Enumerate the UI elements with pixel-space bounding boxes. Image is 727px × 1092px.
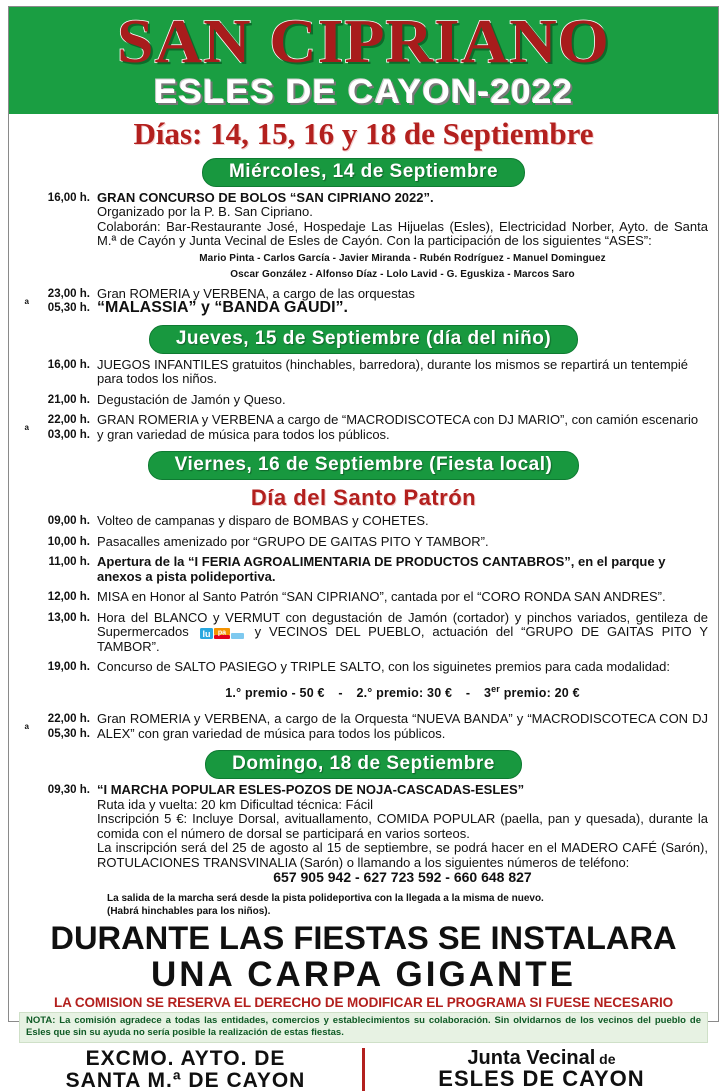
prize-third-num: 3 <box>483 685 492 700</box>
event-time <box>29 358 97 373</box>
day-header-thursday <box>19 325 708 354</box>
event-time-start: 21,00 h. <box>47 393 90 406</box>
event-row <box>19 660 708 706</box>
event-description: MISA en Honor al Santo Patrón “SAN CIPRIANO”, cantada por el “CORO RONDA SAN ANDRES”. <box>97 589 666 605</box>
carpa-headline-2: UNA CARPA GIGANTE <box>151 954 576 994</box>
event-row <box>19 393 708 408</box>
event-time <box>29 191 97 206</box>
day-badge: Viernes, 16 de Septiembre (Fiesta local) <box>148 451 580 480</box>
carpa-headline-1: DURANTE LAS FIESTAS SE INSTALARA <box>50 919 677 956</box>
event-description: Apertura de la “I FERIA AGROALIMENTARIA DE PRODUCTOS CANTABROS”, en el parque y anexos a pista polideportiva. <box>97 554 666 584</box>
day-badge: Miércoles, 14 de Septiembre <box>202 158 525 187</box>
event-description: GRAN ROMERIA y VERBENA a cargo de “MACRODISCOTECA con DJ MARIO”, con camión escenario y gran variedad de música para todos los públicos. <box>97 412 699 442</box>
event-row <box>19 358 708 387</box>
footer-left-line-2: SANTA M.ª DE CAYON <box>65 1068 306 1092</box>
event-time-end: 05,30 h. <box>47 727 90 740</box>
event-description: Pasacalles amenizado por “GRUPO DE GAITAS PITO Y TAMBOR”. <box>97 533 489 549</box>
event-time-end: 03,00 h. <box>47 428 90 441</box>
event-time-end: 05,30 h. <box>47 302 90 315</box>
patron-day-subtitle: Día del Santo Patrón <box>250 485 477 511</box>
header-subtitle: ESLES DE CAYON-2022 <box>153 72 574 111</box>
event-line: Concurso de SALTO PASIEGO y TRIPLE SALTO, con los siguinetes premios para cada modalidad: <box>97 659 671 675</box>
time-range-marker: a <box>24 722 29 732</box>
footer-ayuntamiento <box>19 1048 360 1092</box>
program-body <box>9 155 718 1092</box>
prize-third-rest: premio: 20 € <box>500 685 580 700</box>
event-line: y VECINOS DEL PUEBLO, actuación del “GRUPO DE GAITAS PITO Y TAMBOR”. <box>97 624 708 654</box>
page-title: SAN CIPRIANO <box>117 8 610 76</box>
participants-line: Oscar González - Alfonso Díaz - Lolo Lavid - G. Eguskiza - Marcos Saro <box>230 268 575 280</box>
time-range-marker <box>19 555 29 566</box>
time-range-marker <box>19 535 29 546</box>
event-time <box>29 393 97 408</box>
event-time-start: 13,00 h. <box>47 611 90 624</box>
day-header-friday <box>19 451 708 480</box>
event-row <box>19 590 708 605</box>
event-time <box>29 611 97 626</box>
footer-right-line-1 <box>375 1048 708 1069</box>
event-description <box>97 660 708 706</box>
prizes-line <box>97 682 708 701</box>
event-time-start: 22,00 h. <box>47 414 90 427</box>
event-time-start: 10,00 h. <box>47 535 90 548</box>
event-description: Volteo de campanas y disparo de BOMBAS y COHETES. <box>97 513 429 529</box>
prize-separator: - <box>338 685 343 700</box>
prize-third-ordinal: er <box>491 683 501 694</box>
event-time-start: 16,00 h. <box>47 191 90 204</box>
march-note-line: La salida de la marcha será desde la pista polideportiva con la llegada a la misma de nuevo. <box>107 892 544 904</box>
event-time-start: 16,00 h. <box>47 358 90 371</box>
dates-line: Días: 14, 15, 16 y 18 de Septiembre <box>133 115 594 151</box>
event-row <box>19 191 708 281</box>
event-row <box>19 287 708 316</box>
event-description: JUEGOS INFANTILES gratuitos (hinchables, barredora), durante los mismos se repartirá un tentempié para todos los niños. <box>97 356 689 387</box>
day-badge: Domingo, 18 de Septiembre <box>205 750 522 779</box>
prize-third <box>483 683 580 700</box>
event-time-start: 09,30 h. <box>47 784 90 797</box>
event-line: GRAN CONCURSO DE BOLOS “SAN CIPRIANO 2022”. <box>97 189 434 205</box>
event-time <box>29 514 97 529</box>
footer-junta-vecinal <box>367 1048 708 1092</box>
event-highlight: “MALASSIA” y “BANDA GAUDI”. <box>97 299 348 317</box>
lupa-supermarket-logo-icon <box>200 627 244 640</box>
time-range-marker <box>19 393 29 404</box>
prize-first: 1.° premio - 50 € <box>225 685 325 700</box>
event-row <box>19 712 708 741</box>
footer-right-line-1-de: de <box>595 1050 616 1067</box>
prize-separator: - <box>465 685 471 700</box>
footer-right-line-2: ESLES DE CAYON <box>438 1066 645 1092</box>
svg-text:pa: pa <box>217 629 226 637</box>
event-time-start: 12,00 h. <box>47 591 90 604</box>
footer-right-line-1-main: Junta Vecinal <box>467 1046 596 1069</box>
day-header-sunday <box>19 750 708 779</box>
event-row <box>19 611 708 655</box>
event-time <box>29 712 97 741</box>
event-line: Ruta ida y vuelta: 20 km Dificultad técnica: Fácil <box>97 796 374 812</box>
event-time <box>29 660 97 675</box>
event-time <box>29 590 97 605</box>
time-range-marker <box>19 514 29 525</box>
event-row <box>19 535 708 550</box>
time-range-marker <box>19 191 29 202</box>
event-time <box>29 287 97 316</box>
event-line: Organizado por la P. B. San Cipriano. <box>97 204 313 220</box>
march-note <box>107 892 708 918</box>
event-row <box>19 413 708 442</box>
event-description: Gran ROMERIA y VERBENA, a cargo de la Orquesta “NUEVA BANDA” y “MACRODISCOTECA CON DJ ALEX” con gran variedad de música para todos los públicos. <box>97 711 708 741</box>
event-line: “I MARCHA POPULAR ESLES-POZOS DE NOJA-CASCADAS-ESLES” <box>97 782 525 798</box>
poster-frame <box>8 6 719 1092</box>
event-line: Colaborán: Bar-Restaurante José, Hospedaje Las Hijuelas (Esles), Electricidad Norber, Ayto. de Santa M.ª de Cayón y Junta Vecinal de Esles de Cayón. Con la participación de los siguientes “ASES”: <box>97 218 708 249</box>
event-row <box>19 514 708 529</box>
footer <box>19 1046 708 1092</box>
event-time <box>29 535 97 550</box>
svg-text:lu: lu <box>202 629 211 640</box>
event-description <box>97 287 708 316</box>
time-range-marker <box>19 783 29 794</box>
poster-header <box>9 7 718 114</box>
nota-text: NOTA: La comisión agradece a todas las entidades, comercios y establecimientos su colaboración. Sin olvidarnos de los vecinos del pueblo de Esles que sin su ayuda no sería posible la realización de estas fiestas. <box>19 1012 708 1043</box>
time-range-marker <box>19 611 29 622</box>
footer-divider <box>362 1048 365 1092</box>
event-line: Hora del BLANCO y VERMUT con degustación de Jamón (cortador) y pinchos variados, gentileza de Supermercados <box>97 609 708 640</box>
event-row <box>19 555 708 584</box>
time-range-marker: a <box>24 423 29 433</box>
march-note-line: (Habrá hinchables para los niños). <box>107 905 271 917</box>
prize-second: 2.° premio: 30 € <box>356 685 453 700</box>
event-time <box>29 413 97 442</box>
event-line: Inscripción 5 €: Incluye Dorsal, avituallamento, COMIDA POPULAR (paella, pan y quesada), durante la comida con el número de dorsal se participará en varios sorteos. <box>97 811 708 841</box>
event-time-start: 09,00 h. <box>47 515 90 528</box>
event-time <box>29 783 97 798</box>
event-description: Degustación de Jamón y Queso. <box>97 391 286 407</box>
time-range-marker <box>19 590 29 601</box>
phone-numbers: 657 905 942 - 627 723 592 - 660 648 827 <box>273 869 532 886</box>
event-time-start: 11,00 h. <box>48 556 90 569</box>
event-line: Gran ROMERIA y VERBENA, a cargo de las orquestas <box>97 285 415 301</box>
event-time-start: 22,00 h. <box>47 713 90 726</box>
time-range-marker <box>19 660 29 671</box>
day-badge: Jueves, 15 de Septiembre (día del niño) <box>149 325 578 354</box>
time-range-marker <box>19 358 29 369</box>
event-description <box>97 191 708 281</box>
disclaimer-text: LA COMISION SE RESERVA EL DERECHO DE MODIFICAR EL PROGRAMA SI FUESE NECESARIO <box>53 994 674 1010</box>
event-time-start: 19,00 h. <box>47 661 90 674</box>
event-row <box>19 783 708 885</box>
participants-line: Mario Pinta - Carlos García - Javier Miranda - Rubén Rodríguez - Manuel Dominguez <box>199 252 606 264</box>
event-time-start: 23,00 h. <box>47 287 90 300</box>
event-description <box>97 783 708 885</box>
time-range-marker: a <box>24 296 29 306</box>
event-line: La inscripción será del 25 de agosto al 15 de septiembre, se podrá hacer en el MADERO CAFÉ (Sarón), ROTULACIONES TRANSVINALIA (Sarón) o llamando a los siguientes números de teléfono: <box>97 840 708 870</box>
event-description <box>97 611 708 655</box>
event-time <box>29 555 97 570</box>
day-header-wednesday <box>19 158 708 187</box>
footer-left-line-1: EXCMO. AYTO. DE <box>85 1046 286 1070</box>
